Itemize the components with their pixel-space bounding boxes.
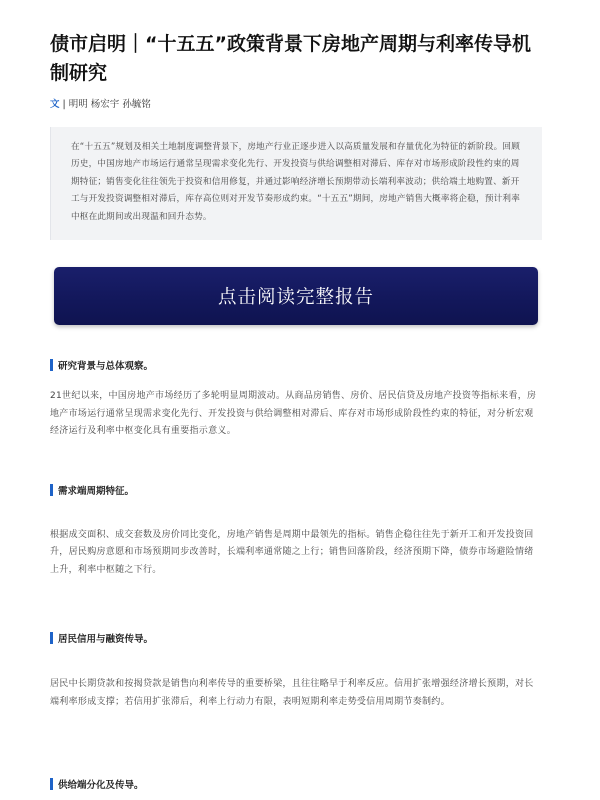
section-heading-background (50, 358, 542, 372)
read-full-report-button[interactable]: 点击阅读完整报告 (54, 267, 538, 325)
heading-accent-bar (50, 359, 53, 371)
section-heading-text: 供给端分化及传导。 (58, 780, 144, 791)
article-title: 债市启明｜“十五五”政策背景下房地产周期与利率传导机制研究 (50, 33, 531, 84)
section-body-background: 21世纪以来，中国房地产市场经历了多轮明显周期波动。从商品房销售、房价、居民信贷及房地产投资等指标来看，房地产市场运行通常呈现需求变化先行、开发投资与供给调整相对滞后、库存对市场形成阶段性约束的特征，对分析宏观经济运行及利率中枢变化具有重要指示意义。 (50, 391, 537, 436)
section-heading-demand (50, 483, 542, 497)
byline-wen: 文 (50, 99, 60, 110)
byline-authors: 明明 杨宏宇 孙毓铭 (68, 99, 151, 110)
section-heading-credit (50, 631, 542, 645)
section-body-credit: 居民中长期贷款和按揭贷款是销售向利率传导的重要桥梁，且往往略早于利率反应。信用扩张增强经济增长预期，对长端利率形成支撑；若信用扩张滞后，利率上行动力有限，表明短期利率走势受信用周期节奏制约。 (50, 679, 534, 707)
byline (50, 96, 542, 110)
summary-box: 在“十五五”规划及相关土地制度调整背景下，房地产行业正逐步进入以高质量发展和存量优化为特征的新阶段。回顾历史，中国房地产市场运行通常呈现需求变化先行、开发投资与供给调整相对滞后、库存对市场形成阶段性约束的周期特征；销售变化往往领先于投资和信用修复，并通过影响经济增长预期带动长端利率波动；供给端土地购置、新开工与开发投资调整相对滞后，库存高位则对开发节奏形成约束。“十五五”期间，房地产销售大概率将企稳，预计利率中枢在此期间或出现温和回升态势。 (50, 127, 542, 240)
heading-accent-bar (50, 778, 53, 790)
section-heading-text: 居民信用与融资传导。 (58, 634, 154, 645)
section-heading-supply (50, 777, 542, 791)
heading-accent-bar (50, 632, 53, 644)
section-body-demand: 根据成交面积、成交套数及房价同比变化，房地产销售是周期中最领先的指标。销售企稳往往先于新开工和开发投资回升，居民购房意愿和市场预期同步改善时，长端利率通常随之上行；销售回落阶段，经济预期下降，债券市场避险情绪上升，利率中枢随之下行。 (50, 529, 534, 575)
byline-separator: | (62, 99, 66, 110)
section-heading-text: 研究背景与总体观察。 (58, 361, 154, 372)
heading-accent-bar (50, 484, 53, 496)
section-heading-text: 需求端周期特征。 (58, 485, 135, 497)
